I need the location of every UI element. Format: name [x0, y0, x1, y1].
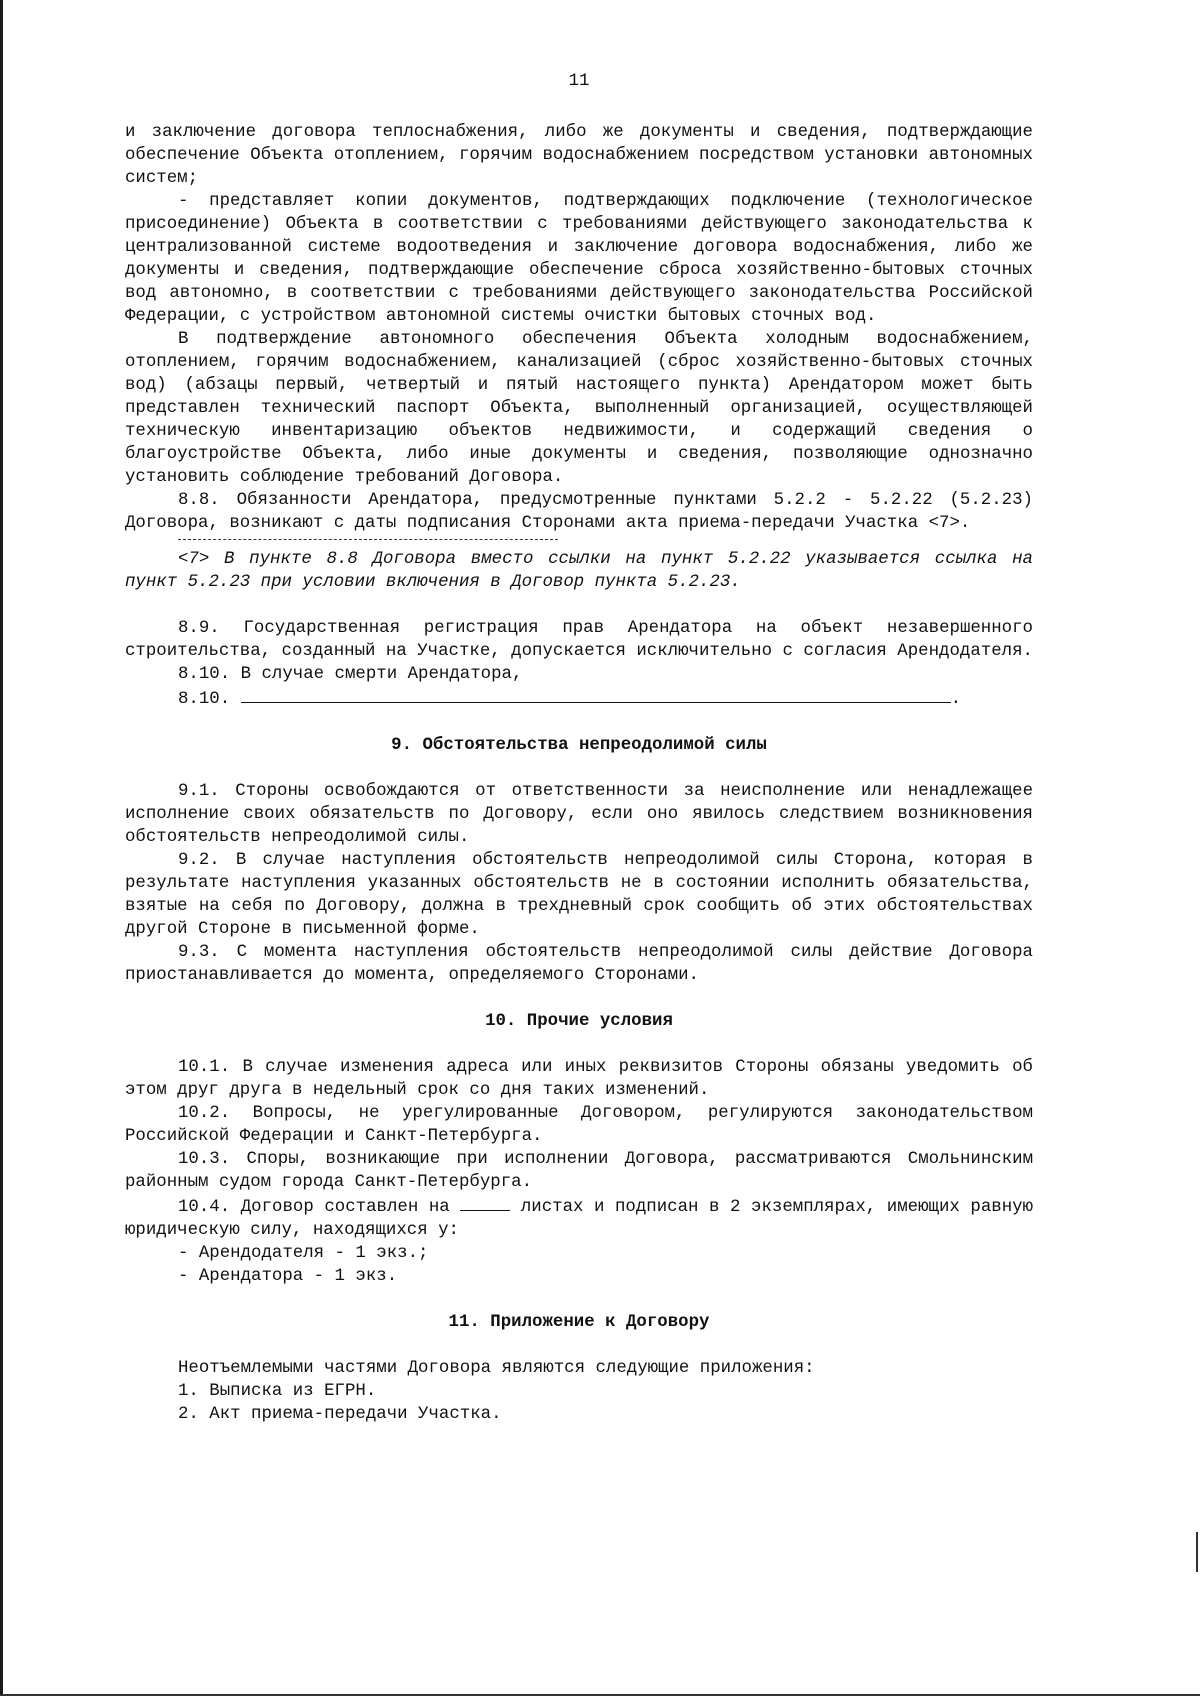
- paragraph-8-9: 8.9. Государственная регистрация прав Арендатора на объект незавершенного строительства, созданный на Участке, допускается исключительно с согласия Арендодателя.: [125, 619, 1033, 661]
- paragraph-9-3: 9.3. С момента наступления обстоятельств непреодолимой силы действие Договора приостанавливается до момента, определяемого Сторонами.: [125, 943, 1033, 985]
- list-item-lessee-copy: - Арендатора - 1 экз.: [178, 1267, 398, 1286]
- page-number: 11: [568, 72, 590, 91]
- section-10-title: 10. Прочие условия: [485, 1012, 673, 1031]
- paragraph-technical-passport: В подтверждение автономного обеспечения Объекта холодным водоснабжением, отоплением, горячим водоснабжением, канализацией (сброс хозяйственно-бытовых сточных вод) (абзацы первый, четвертый и пятый настоящего пункта) Арендатором может быть представлен технический паспорт Объекта, выполненный организацией, осуществляющей техническую инвентаризацию объектов недвижимости, и содержащий сведения о благоустройстве Объекта, либо иные документы и сведения, позволяющие однозначно установить соблюдение требований Договора.: [125, 330, 1033, 487]
- clause-10-4-start: 10.4. Договор составлен на: [178, 1198, 450, 1217]
- paragraph-8-10-death: 8.10. В случае смерти Арендатора,: [178, 665, 523, 684]
- scan-left-edge: [0, 0, 3, 1696]
- sheet-count-blank: [460, 1194, 510, 1211]
- section-11-title: 11. Приложение к Договору: [448, 1313, 710, 1332]
- paragraph-heat-supply: и заключение договора теплоснабжения, либо же документы и сведения, подтверждающие обеспечение Объекта отоплением, горячим водоснабжением посредством установки автономных систем;: [125, 123, 1033, 188]
- appendix-item-transfer-act: 2. Акт приема-передачи Участка.: [178, 1405, 502, 1424]
- paragraph-9-2: 9.2. В случае наступления обстоятельств непреодолимой силы Сторона, которая в результате наступления указанных обстоятельств не в состоянии исполнить обязательства, взятые на себя по Договору, должна в трехдневный срок сообщить об этих обстоятельствах другой Стороне в письменной форме.: [125, 851, 1033, 939]
- clause-end: .: [950, 690, 962, 709]
- paragraph-8-8: 8.8. Обязанности Арендатора, предусмотренные пунктами 5.2.2 - 5.2.22 (5.2.23) Договора, возникают с даты подписания Сторонами акта приема-передачи Участка <7>.: [125, 491, 1033, 533]
- document-page: [125, 70, 1033, 1426]
- paragraph-8-10-blank: [125, 686, 1033, 711]
- section-9-title: 9. Обстоятельства непреодолимой силы: [391, 736, 767, 755]
- appendix-intro: Неотъемлемыми частями Договора являются следующие приложения:: [178, 1359, 815, 1378]
- paragraph-10-2: 10.2. Вопросы, не урегулированные Договором, регулируются законодательством Российской Федерации и Санкт-Петербурга.: [125, 1104, 1033, 1146]
- paragraph-9-1: 9.1. Стороны освобождаются от ответственности за неисполнение или ненадлежащее исполнение своих обязательств по Договору, если оно явилось следствием возникновения обстоятельств непреодолимой силы.: [125, 782, 1033, 847]
- footnote-separator: [178, 539, 558, 540]
- appendix-item-egrn: 1. Выписка из ЕГРН.: [178, 1382, 377, 1401]
- clause-label: 8.10.: [178, 690, 231, 709]
- fill-in-line: [241, 686, 951, 703]
- paragraph-10-3: 10.3. Споры, возникающие при исполнении Договора, рассматриваются Смольнинским районным судом города Санкт-Петербурга.: [125, 1150, 1033, 1192]
- footnote-7: <7> В пункте 8.8 Договора вместо ссылки на пункт 5.2.22 указывается ссылка на пункт 5.2.23 при условии включения в Договор пункта 5.2.23.: [125, 550, 1033, 592]
- paragraph-10-1: 10.1. В случае изменения адреса или иных реквизитов Стороны обязаны уведомить об этом друг друга в недельный срок со дня таких изменений.: [125, 1058, 1033, 1100]
- paragraph-sewage: - представляет копии документов, подтверждающих подключение (технологическое присоединение) Объекта в соответствии с требованиями действующего законодательства к централизованной системе водоотведения и заключение договора водоснабжения, либо же документы и сведения, подтверждающие обеспечение сброса хозяйственно-бытовых сточных вод автономно, в соответствии с требованиями действующего законодательства Российской Федерации, с устройством автономной системы очистки бытовых сточных вод.: [125, 192, 1033, 326]
- scan-edge-mark: [1196, 1532, 1198, 1572]
- paragraph-10-4: [125, 1194, 1033, 1242]
- clause-10-4-end: листах и подписан в 2 экземплярах, имеющих равную юридическую силу, находящихся у:: [125, 1198, 1034, 1240]
- list-item-lessor-copy: - Арендодателя - 1 экз.;: [178, 1244, 429, 1263]
